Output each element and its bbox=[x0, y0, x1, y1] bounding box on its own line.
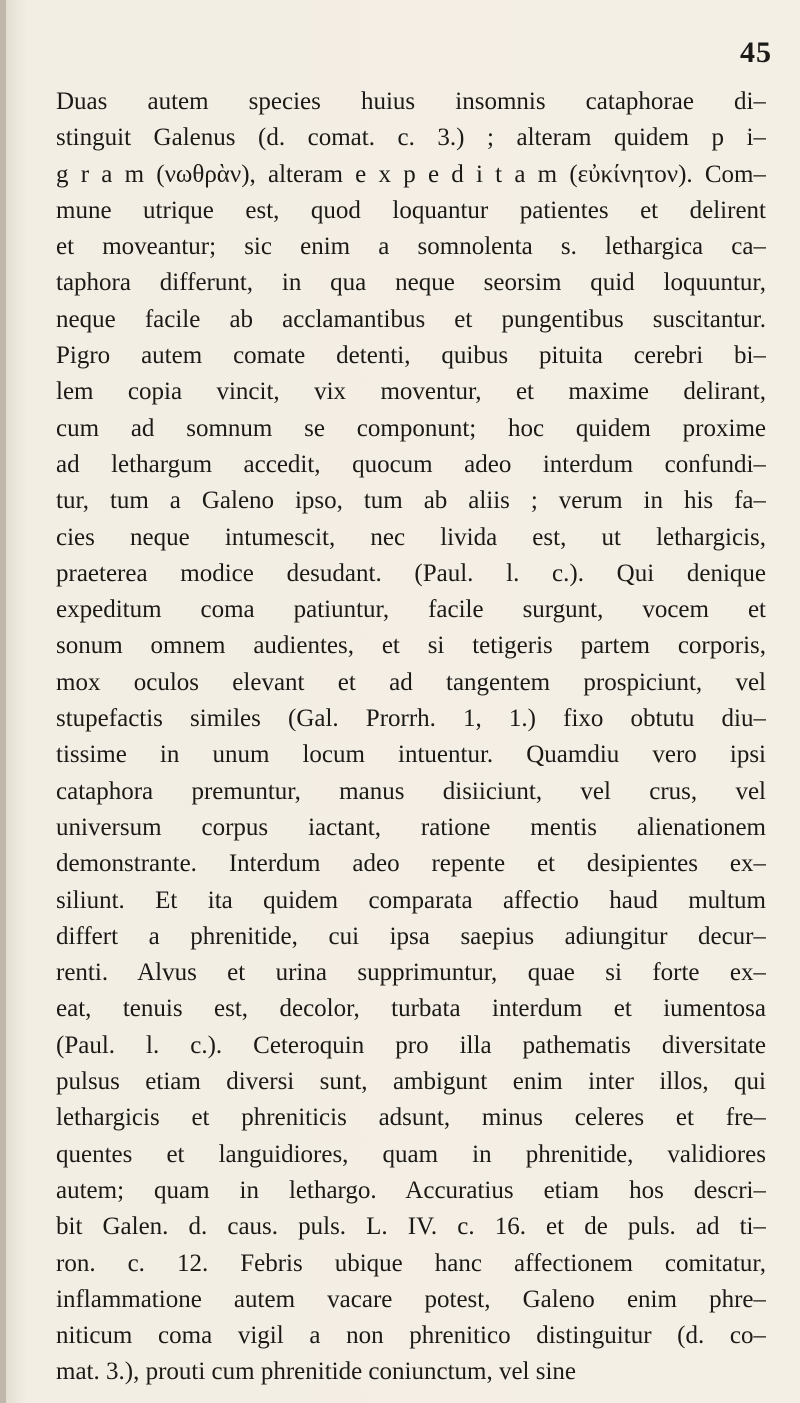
text-line: cies neque intumescit, nec livida est, ut lethargicis, bbox=[56, 523, 766, 551]
text-line: Pigro autem comate detenti, quibus pituita cerebri bi– bbox=[56, 342, 766, 370]
text-line: stinguit Galenus (d. comat. c. 3.) ; alteram quidem p i– bbox=[56, 124, 766, 152]
text-line: taphora differunt, in qua neque seorsim quid loquuntur, bbox=[56, 269, 766, 297]
text-line: ron. c. 12. Febris ubique hanc affectionem comitatur, bbox=[56, 1249, 766, 1277]
text-line: pulsus etiam diversi sunt, ambigunt enim inter illos, qui bbox=[56, 1068, 766, 1096]
text-line: mox oculos elevant et ad tangentem prospiciunt, vel bbox=[56, 668, 766, 696]
body-text bbox=[56, 84, 766, 1391]
text-line: mat. 3.), prouti cum phrenitide coniunctum, vel sine bbox=[56, 1358, 577, 1386]
text-line: (Paul. l. c.). Ceteroquin pro illa pathematis diversitate bbox=[56, 1031, 766, 1059]
text-line: autem; quam in lethargo. Accuratius etiam hos descri– bbox=[56, 1176, 766, 1204]
text-line: expeditum coma patiuntur, facile surgunt, vocem et bbox=[56, 596, 766, 624]
text-line: praeterea modice desudant. (Paul. l. c.). Qui denique bbox=[56, 559, 766, 587]
text-line: niticum coma vigil a non phrenitico distinguitur (d. co– bbox=[56, 1322, 766, 1350]
text-line: universum corpus iactant, ratione mentis alienationem bbox=[56, 813, 766, 841]
text-line: siliunt. Et ita quidem comparata affectio haud multum bbox=[56, 886, 766, 914]
text-line: lem copia vincit, vix moventur, et maxime delirant, bbox=[56, 378, 766, 406]
text-line: Duas autem species huius insomnis cataphorae di– bbox=[56, 88, 766, 115]
text-line: renti. Alvus et urina supprimuntur, quae si forte ex– bbox=[56, 959, 766, 987]
text-line: tissime in unum locum intuentur. Quamdiu vero ipsi bbox=[56, 741, 766, 769]
page-number: 45 bbox=[740, 36, 772, 69]
text-line: inflammatione autem vacare potest, Galeno enim phre– bbox=[56, 1285, 766, 1313]
text-line: neque facile ab acclamantibus et pungentibus suscitantur. bbox=[56, 305, 766, 333]
text-line: et moveantur; sic enim a somnolenta s. lethargica ca– bbox=[56, 233, 766, 261]
text-line: bit Galen. d. caus. puls. L. IV. c. 16. et de puls. ad ti– bbox=[56, 1213, 766, 1241]
text-line: differt a phrenitide, cui ipsa saepius adiungitur decur– bbox=[56, 922, 766, 950]
text-line: ad lethargum accedit, quocum adeo interdum confundi– bbox=[56, 450, 766, 478]
text-line: eat, tenuis est, decolor, turbata interdum et iumentosa bbox=[56, 995, 766, 1023]
text-line: mune utrique est, quod loquantur patientes et delirent bbox=[56, 196, 766, 224]
text-line: lethargicis et phreniticis adsunt, minus celeres et fre– bbox=[56, 1104, 766, 1132]
text-line: quentes et languidiores, quam in phrenitide, validiores bbox=[56, 1140, 766, 1168]
page-spine-shadow bbox=[0, 0, 6, 1403]
text-line: sonum omnem audientes, et si tetigeris partem corporis, bbox=[56, 632, 766, 660]
text-line: demonstrante. Interdum adeo repente et desipientes ex– bbox=[56, 850, 766, 878]
text-line: g r a m (νωθρὰν), alteram e x p e d i t a m (εὐκίνητον). Com– bbox=[56, 160, 766, 188]
text-line: tur, tum a Galeno ipso, tum ab aliis ; verum in his fa– bbox=[56, 487, 766, 515]
text-line: cataphora premuntur, manus disiiciunt, vel crus, vel bbox=[56, 777, 766, 805]
text-line: cum ad somnum se componunt; hoc quidem proxime bbox=[56, 414, 766, 442]
text-line: stupefactis similes (Gal. Prorrh. 1, 1.) fixo obtutu diu– bbox=[56, 705, 766, 733]
